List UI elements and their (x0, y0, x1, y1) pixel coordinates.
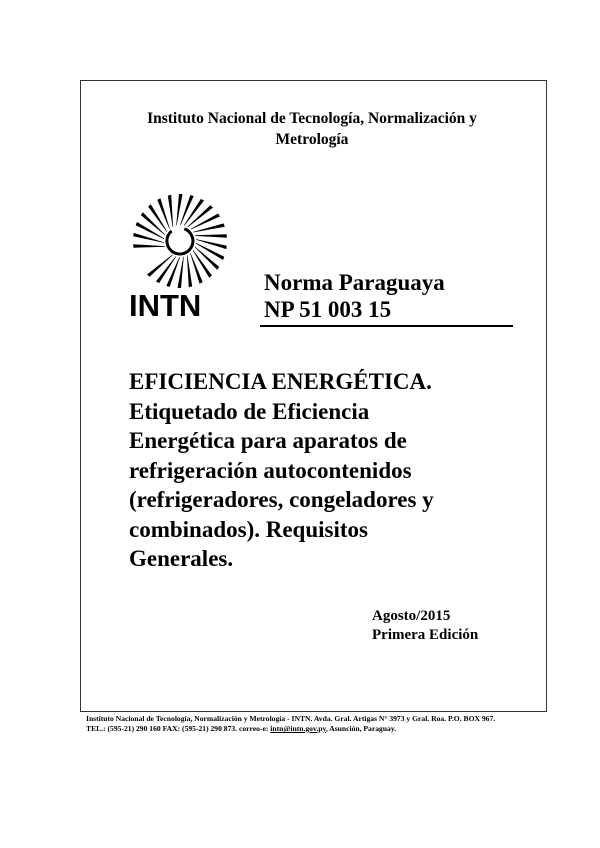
institute-name-line-1: Instituto Nacional de Tecnología, Normalización y (147, 110, 477, 127)
norma-heading (264, 269, 514, 323)
title-line: combinados). Requisitos (129, 516, 368, 542)
title-line: refrigeración autocontenidos (129, 457, 412, 483)
emblem-ray (180, 195, 194, 225)
emblem-ray (196, 239, 227, 249)
norma-label: Norma Paraguaya (264, 270, 445, 295)
emblem-ray (168, 195, 173, 227)
edition-date: Agosto/2015 (372, 608, 451, 624)
logo-wordmark: INTN (129, 288, 202, 323)
footer-contact (86, 724, 566, 734)
document-title (129, 367, 529, 574)
emblem-ray (190, 253, 203, 284)
footer-address: Instituto Nacional de Tecnología, Normalización y Metrología - INTN. Avda. Gral. Artigas N° 3973 y Gral. Roa. P.O. BOX 967. (86, 714, 496, 723)
footer-phone: TEL.: (595-21) 290 160 FAX: (595-21) 290 873. correo-e: (86, 724, 271, 733)
title-line: (refrigeradores, congeladores y (129, 487, 434, 512)
norma-code: NP 51 003 15 (264, 297, 392, 322)
emblem-ray (133, 233, 164, 243)
footer-email-link[interactable]: intn@intn.gov.py (270, 724, 326, 733)
title-line: Generales. (129, 546, 234, 571)
emblem-ray (187, 255, 192, 287)
emblem-ray (166, 257, 180, 287)
emblem-ring (167, 229, 193, 254)
institute-name-line-2: Metrología (275, 131, 349, 148)
edition-info (372, 607, 532, 645)
title-line: Etiquetado de Eficiencia (129, 398, 370, 424)
footer (86, 714, 566, 734)
emblem-ray (157, 198, 170, 229)
title-line: EFICIENCIA ENERGÉTICA. (129, 369, 432, 394)
norma-underline (260, 325, 513, 327)
title-line: Energética para aparatos de (129, 428, 407, 453)
footer-city: , Asunción, Paraguay. (325, 724, 397, 733)
edition-label: Primera Edición (372, 627, 479, 643)
emblem-ray (193, 223, 225, 232)
emblem-ray (195, 234, 227, 238)
emblem-ray (133, 244, 165, 248)
institute-name (82, 108, 542, 150)
intn-sun-emblem-icon (128, 193, 232, 289)
